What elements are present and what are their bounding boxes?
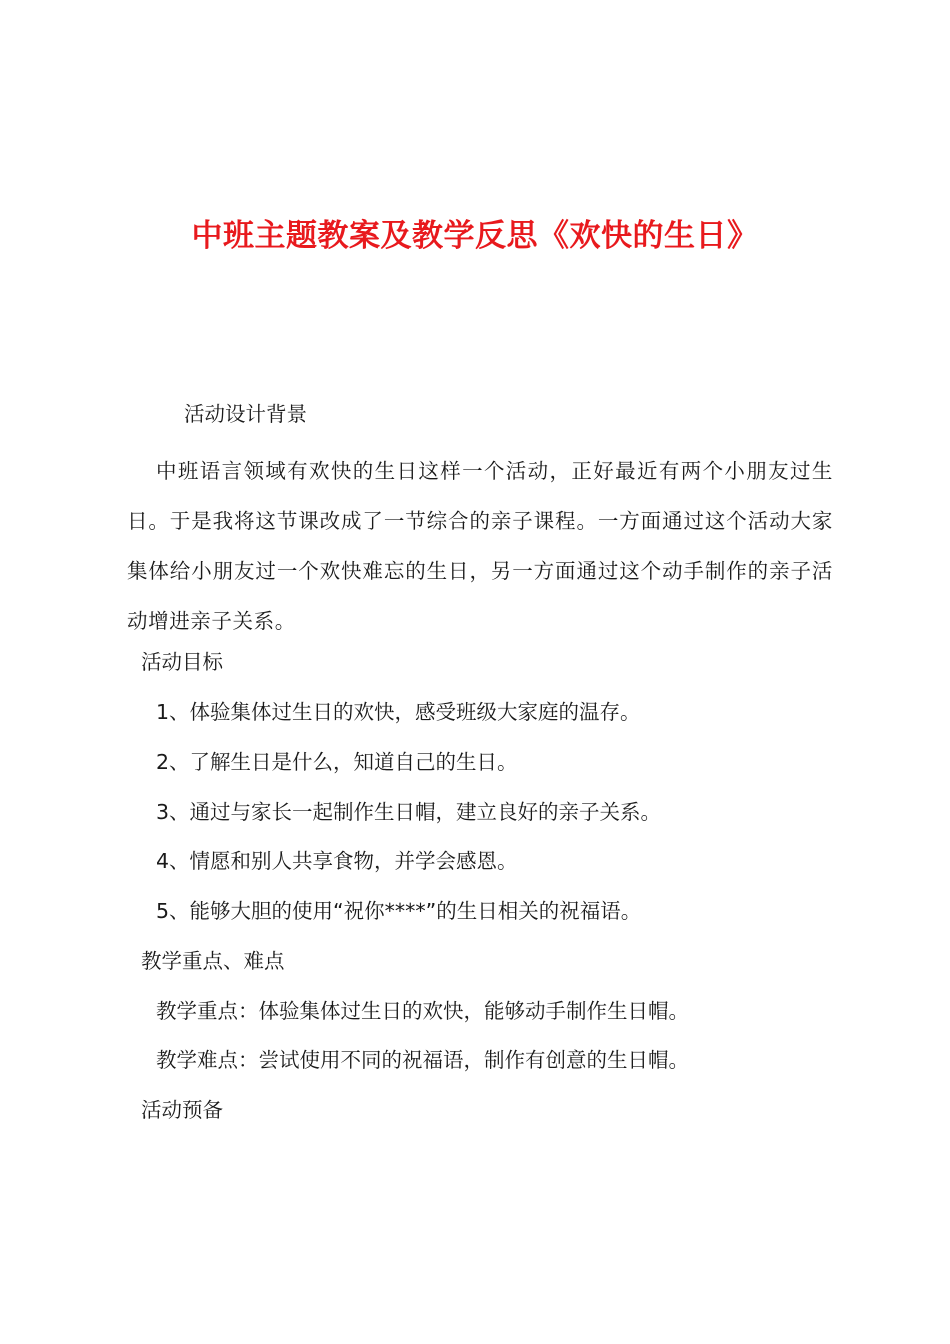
difficulty-text: 教学难点：尝试使用不同的祝福语，制作有创意的生日帽。 <box>156 1048 689 1072</box>
section-heading-background: 活动设计背景 <box>184 402 307 426</box>
goal-item-5: 5、能够大胆的使用“祝你****”的生日相关的祝福语。 <box>156 899 642 923</box>
section-heading-preparation: 活动预备 <box>141 1098 223 1122</box>
key-point-text: 教学重点：体验集体过生日的欢快，能够动手制作生日帽。 <box>156 999 689 1023</box>
background-paragraph: 中班语言领域有欢快的生日这样一个活动，正好最近有两个小朋友过生日。于是我将这节课改成了一节综合的亲子课程。一方面通过这个活动大家集体给小朋友过一个欢快难忘的生日，另一方面通过这个动手制作的亲子活动增进亲子关系。 <box>127 459 833 633</box>
document-title: 中班主题教案及教学反思《欢快的生日》 <box>191 218 759 254</box>
section-heading-goals: 活动目标 <box>141 650 223 674</box>
goal-item-1: 1、体验集体过生日的欢快，感受班级大家庭的温存。 <box>156 700 641 724</box>
goal-item-3: 3、通过与家长一起制作生日帽，建立良好的亲子关系。 <box>156 800 662 824</box>
section-heading-key-points: 教学重点、难点 <box>141 949 285 973</box>
goal-item-2: 2、了解生日是什么，知道自己的生日。 <box>156 750 518 774</box>
goal-item-4: 4、情愿和别人共享食物，并学会感恩。 <box>156 849 518 873</box>
